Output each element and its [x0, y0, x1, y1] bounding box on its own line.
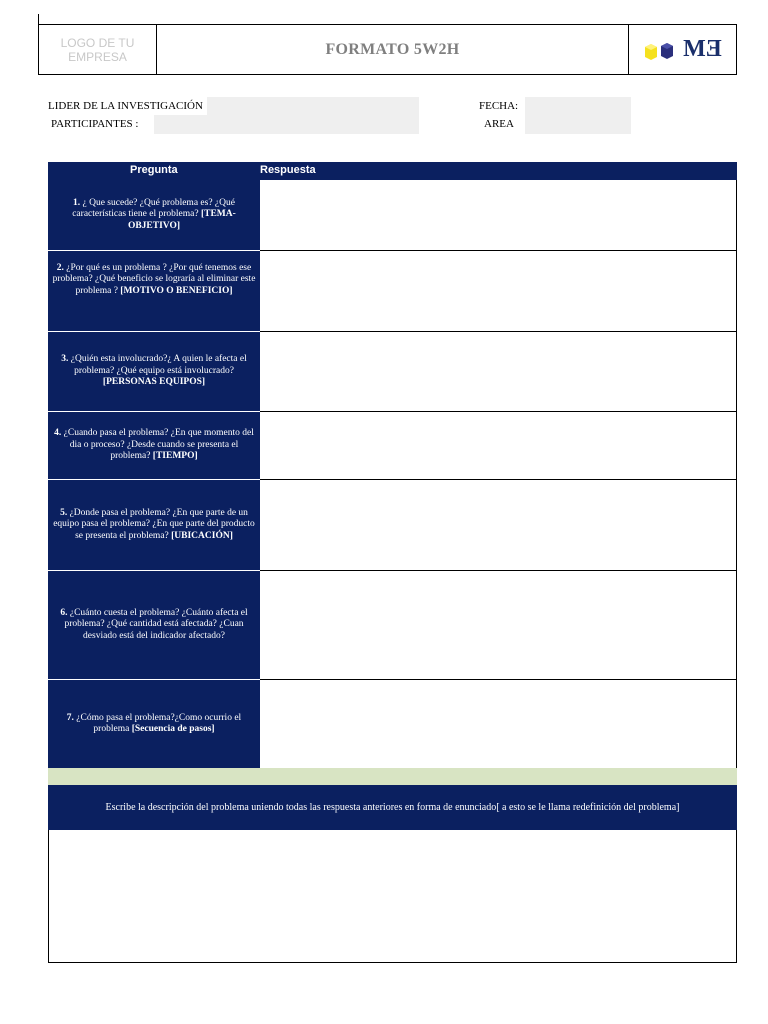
- question-5: 5. ¿Donde pasa el problema? ¿En que parte de un equipo pasa el problema? ¿En que parte del producto se presenta el problema? [UBICACIÓN]: [48, 480, 260, 570]
- problem-redefinition-field[interactable]: [48, 830, 737, 963]
- date-label: FECHA:: [479, 100, 519, 112]
- brand-logo: [628, 25, 736, 74]
- table-header: [48, 162, 737, 180]
- cube-logo-icon: [643, 39, 677, 61]
- separator-bar: [48, 768, 737, 785]
- column-header-question: Pregunta: [130, 164, 178, 176]
- question-6: 6. ¿Cuánto cuesta el problema? ¿Cuánto afecta el problema? ¿Qué cantidad está afectada? ¿Cuan desviado está del indicador afectado?: [48, 571, 260, 679]
- question-1: 1. ¿ Que sucede? ¿Qué problema es? ¿Qué características tiene el problema? [TEMA-OBJETIVO]: [48, 180, 260, 250]
- answer-1[interactable]: [260, 180, 737, 251]
- brand-text: MƎ: [683, 36, 722, 62]
- answer-5[interactable]: [260, 480, 737, 571]
- date-field[interactable]: [525, 97, 631, 116]
- logo-placeholder-text: LOGO DE TU EMPRESA: [60, 35, 135, 64]
- area-label: AREA: [484, 118, 514, 130]
- column-header-answer: Respuesta: [260, 164, 316, 176]
- answer-3[interactable]: [260, 332, 737, 412]
- company-logo-placeholder[interactable]: [39, 25, 157, 74]
- question-4: 4. ¿Cuando pasa el problema? ¿En que momento del dia o proceso? ¿Desde cuando se presenta el problema? [TIEMPO]: [48, 412, 260, 479]
- form-header: [38, 24, 737, 75]
- answer-4[interactable]: [260, 412, 737, 480]
- participants-field[interactable]: [154, 115, 419, 134]
- sheet-corner-mark: [38, 14, 39, 24]
- summary-instruction-text: Escribe la descripción del problema uniendo todas las respuesta anteriores en forma de enunciado[ a esto se le llama redefinición del problema]: [105, 802, 680, 813]
- summary-instruction: [48, 785, 737, 830]
- participants-label: PARTICIPANTES :: [51, 118, 139, 130]
- area-field[interactable]: [525, 115, 631, 134]
- answer-7[interactable]: [260, 680, 737, 768]
- leader-label: LIDER DE LA INVESTIGACIÓN: [48, 100, 203, 112]
- form-title: FORMATO 5W2H: [325, 40, 460, 58]
- question-7: 7. ¿Cómo pasa el problema?¿Como ocurrio el problema [Secuencia de pasos]: [48, 680, 260, 768]
- leader-field[interactable]: [207, 97, 419, 116]
- answer-2[interactable]: [260, 251, 737, 332]
- question-3: 3. ¿Quién esta involucrado?¿ A quien le afecta el problema? ¿Qué equipo está involucrado? [PERSONAS EQUIPOS]: [48, 332, 260, 411]
- question-2: 2. ¿Por qué es un problema ? ¿Por qué tenemos ese problema? ¿Qué beneficio se lograría al eliminar este problema ? [MOTIVO O BENEFICIO]: [48, 251, 260, 331]
- answer-6[interactable]: [260, 571, 737, 680]
